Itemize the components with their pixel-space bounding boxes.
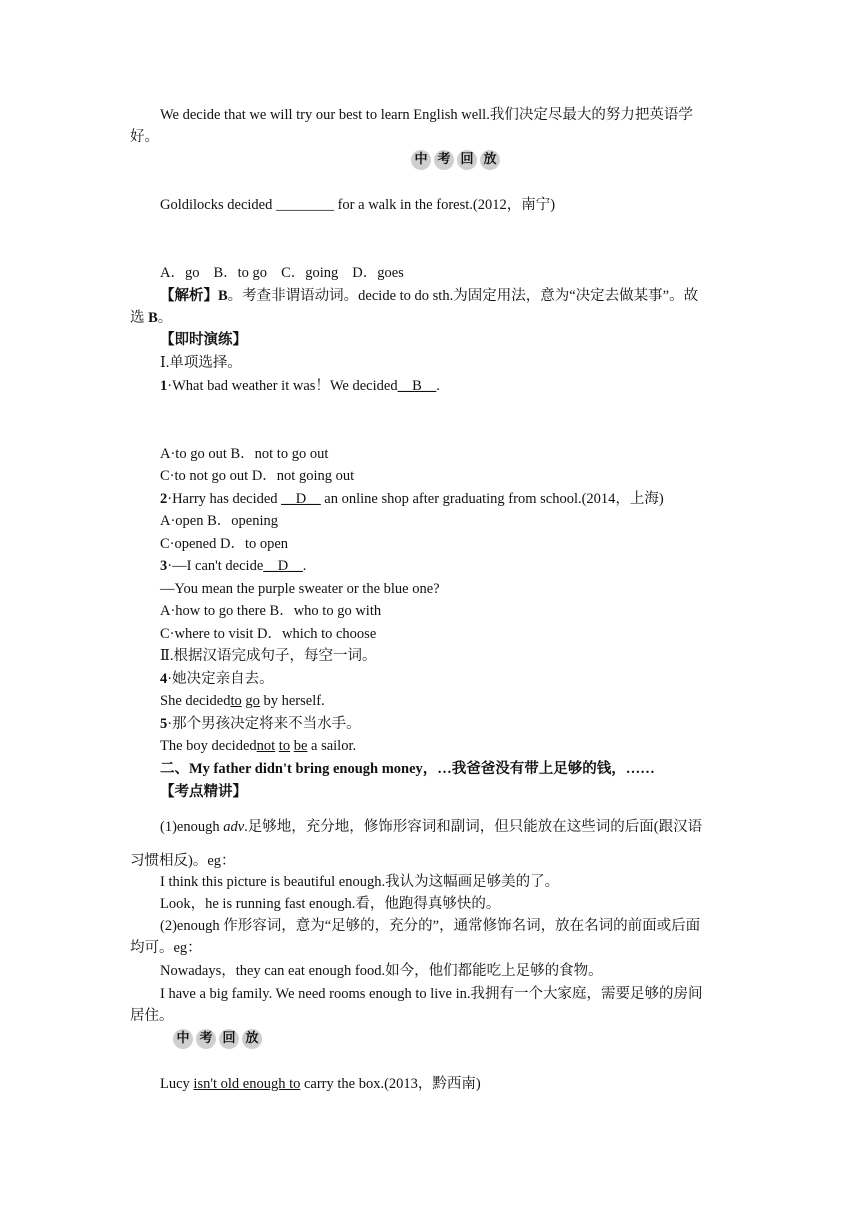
point-2-line-1: (2)enough 作形容词，意为“足够的，充分的”，通常修饰名词，放在名词的前面或后面 bbox=[160, 918, 701, 934]
point-1-line-1: (1)enough adv.足够地，充分地，修饰形容词和副词，但只能放在这些词的后面(跟汉语 bbox=[160, 819, 703, 835]
answer-blank: go bbox=[245, 693, 260, 709]
part-1-title: Ⅰ.单项选择。 bbox=[160, 355, 242, 371]
question-3: 3·—I can't decide__D__. bbox=[160, 558, 307, 574]
banner-char: 放 bbox=[480, 150, 500, 170]
example-sentence-4: Nowadays，they can eat enough food.如今，他们都能吃上足够的食物。 bbox=[160, 963, 603, 979]
exam-question-2013: Lucy isn't old enough to carry the box.(2013，黔西南) bbox=[160, 1076, 481, 1092]
example-sentence-1-continued: 好。 bbox=[130, 129, 159, 145]
analysis-line-1: 【解析】B。考查非谓语动词。decide to do sth.为固定用法，意为“决定去做某事”。故 bbox=[160, 288, 699, 304]
question-2-options-cd: C·opened D．to open bbox=[160, 536, 289, 552]
banner-char: 回 bbox=[457, 150, 477, 170]
example-sentence-2: I think this picture is beautiful enough.我认为这幅画足够美的了。 bbox=[160, 874, 560, 890]
question-2: 2·Harry has decided __D__ an online shop after graduating from school.(2014，上海) bbox=[160, 491, 664, 507]
question-5-answer: The boy decidednot to be a sailor. bbox=[160, 738, 357, 754]
question-4-prompt: 4·她决定亲自去。 bbox=[160, 671, 274, 687]
point-2-line-2: 均可。eg： bbox=[130, 940, 202, 956]
banner-char: 考 bbox=[434, 150, 454, 170]
question-3-options-cd: C·where to visit D．which to choose bbox=[160, 626, 377, 642]
answer-blank: old bbox=[220, 1076, 240, 1092]
question-3-options-ab: A·how to go there B．who to go with bbox=[160, 603, 382, 619]
answer-blank: enough bbox=[242, 1076, 286, 1092]
question-3-reply: —You mean the purple sweater or the blue one? bbox=[160, 581, 440, 597]
banner-char: 考 bbox=[196, 1029, 216, 1049]
section-2-heading: 二、My father didn't bring enough money，…我爸爸没有带上足够的钱，…… bbox=[160, 761, 655, 777]
exam-question-2012-options bbox=[130, 262, 762, 284]
exam-review-banner bbox=[173, 1029, 262, 1049]
example-sentence-3: Look，he is running fast enough.看，他跑得真够快的。 bbox=[160, 896, 501, 912]
part-2-title: Ⅱ.根据汉语完成句子，每空一词。 bbox=[160, 648, 377, 664]
answer-blank: __D__ bbox=[281, 491, 321, 507]
analysis-line-2: 选 B。 bbox=[130, 310, 173, 326]
question-1-options-cd: C·to not go out D．not going out bbox=[160, 468, 355, 484]
example-sentence-1: We decide that we will try our best to learn English well.我们决定尽最大的努力把英语学 bbox=[160, 107, 693, 123]
practice-title: 【即时演练】 bbox=[160, 332, 247, 348]
answer-blank: be bbox=[293, 738, 308, 754]
answer-blank: to bbox=[289, 1076, 301, 1092]
analysis-label: 【解析】 bbox=[160, 288, 218, 304]
option-d: D．goes bbox=[352, 265, 404, 281]
banner-char: 回 bbox=[219, 1029, 239, 1049]
answer-blank: isn't bbox=[193, 1076, 217, 1092]
banner-char: 放 bbox=[242, 1029, 262, 1049]
point-1-line-2: 习惯相反)。eg： bbox=[130, 853, 236, 869]
exam-question-2012: Goldilocks decided ________ for a walk in the forest.(2012，南宁) bbox=[160, 197, 556, 213]
question-1-options-ab: A·to go out B．not to go out bbox=[160, 446, 329, 462]
question-1: 1·What bad weather it was！We decided__B__. bbox=[160, 378, 440, 394]
option-c: C．going bbox=[281, 265, 339, 281]
question-2-options-ab: A·open B．opening bbox=[160, 513, 278, 529]
example-sentence-5: I have a big family. We need rooms enough to live in.我拥有一个大家庭，需要足够的房间 bbox=[160, 986, 703, 1002]
example-sentence-5-continued: 居住。 bbox=[130, 1008, 174, 1024]
answer-blank: to bbox=[278, 738, 291, 754]
exam-review-banner bbox=[411, 150, 500, 170]
answer-blank: __D__ bbox=[263, 558, 303, 574]
option-a: A．go bbox=[160, 265, 200, 281]
answer-blank: to bbox=[230, 693, 242, 709]
option-b: B．to go bbox=[213, 265, 268, 281]
key-points-title: 【考点精讲】 bbox=[160, 784, 247, 800]
answer-blank: __B__ bbox=[397, 378, 437, 394]
answer-blank: not bbox=[256, 738, 276, 754]
banner-char: 中 bbox=[411, 150, 431, 170]
analysis-answer: B bbox=[218, 288, 228, 304]
question-4-answer: She decidedto go by herself. bbox=[160, 693, 325, 709]
question-5-prompt: 5·那个男孩决定将来不当水手。 bbox=[160, 716, 361, 732]
banner-char: 中 bbox=[173, 1029, 193, 1049]
